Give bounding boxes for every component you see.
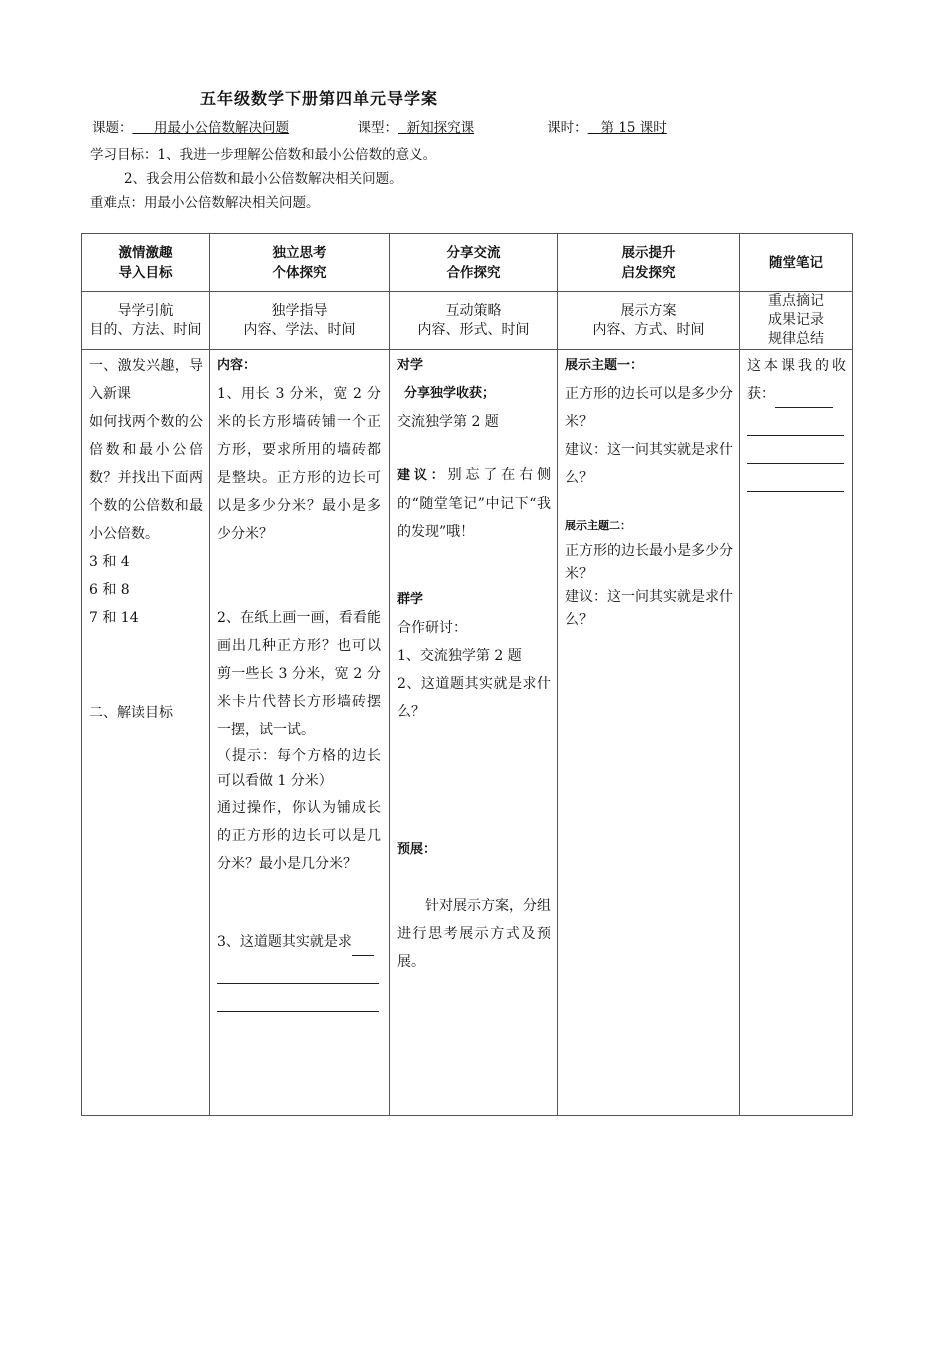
header-line: 合作探究 <box>446 264 501 281</box>
section-1-heading: 一、激发兴趣，导入新课 <box>89 358 203 402</box>
pair-study-heading: 对学 <box>397 358 424 373</box>
show-topic-2-question: 正方形的边长最小是多少分米？ <box>565 543 733 582</box>
task-2b: 通过操作，你认为铺成长的正方形的边长可以是几分米？最小是几分米？ <box>217 800 381 872</box>
spacer <box>565 492 733 512</box>
type-value-wrap <box>398 116 530 136</box>
spacer <box>217 548 381 604</box>
goal-1: 学习目标：1、我进一步理解公倍数和最小公倍数的意义。 <box>90 147 437 163</box>
header-row <box>82 234 853 292</box>
answer-blank[interactable] <box>352 937 374 956</box>
show-topic-2-heading: 展示主题二： <box>565 519 631 532</box>
subheader-line: 重点摘记 <box>768 293 824 309</box>
period-label: 课时： <box>547 120 588 136</box>
subheader-line: 内容、方式、时间 <box>592 321 705 338</box>
topic-label: 课题： <box>92 120 133 136</box>
header-line: 激情激趣 <box>118 244 173 261</box>
task-3-wrap <box>217 928 381 956</box>
header-line: 分享交流 <box>446 244 501 261</box>
subheader-line: 内容、形式、时间 <box>417 321 530 338</box>
notes-line[interactable] <box>747 408 844 436</box>
task-hint: （提示：每个方格的边长可以看做 1 分米） <box>217 748 381 789</box>
subheader-line: 互动策略 <box>445 302 502 319</box>
number-pair: 3 和 4 <box>89 554 130 570</box>
header-line: 导入目标 <box>118 264 173 281</box>
pair-study-sub: 分享独学收获； <box>404 386 496 401</box>
col-notes <box>740 350 853 1116</box>
subheader-line: 规律总结 <box>768 331 824 347</box>
topic-value-wrap <box>133 116 358 136</box>
content-row <box>82 350 853 1116</box>
spacer <box>397 436 551 461</box>
advice <box>397 461 551 546</box>
header-line: 独立思考 <box>272 244 327 261</box>
number-pair: 6 和 8 <box>89 582 130 598</box>
lesson-table <box>81 233 853 1116</box>
group-study-heading: 群学 <box>397 592 424 607</box>
show-topic-1-question: 正方形的边长可以是多少分米？ <box>565 386 733 430</box>
group-study-line: 1、交流独学第 2 题 <box>397 648 522 664</box>
task-1: 1、用长 3 分米，宽 2 分米的长方形墙砖铺一个正方形，要求所用的墙砖都是整块。正方形的边长可以是多少分米？最小是多少分米？ <box>217 386 381 542</box>
notes-content <box>740 350 852 492</box>
period-value-wrap <box>588 116 686 136</box>
col-share <box>390 350 558 1116</box>
subheader-line: 成果记录 <box>768 312 824 328</box>
answer-line[interactable] <box>217 956 379 984</box>
lesson-meta <box>92 116 686 136</box>
notes-gain-label: 这本课我的收获： <box>747 358 846 402</box>
notes-line[interactable] <box>747 436 844 464</box>
share-content <box>390 350 557 976</box>
spacer <box>89 632 203 699</box>
task-3: 3、这道题其实就是求 <box>217 934 352 950</box>
spacer <box>217 878 381 928</box>
subheader-line: 导学引航 <box>117 302 174 319</box>
header-cell <box>82 234 210 292</box>
spacer <box>397 546 551 586</box>
goal-2: 2、我会用公倍数和最小公倍数解决相关问题。 <box>124 171 403 187</box>
show-topic-1-heading: 展示主题一： <box>565 358 644 373</box>
page-title: 五年级数学下册第四单元导学案 <box>200 89 439 108</box>
subheader-cell <box>82 292 210 350</box>
task-2: 2、在纸上画一画，看看能画出几种正方形？也可以剪一些长 3 分米，宽 2 分米卡片代替长方形墙砖摆一摆，试一试。 <box>217 610 381 738</box>
self-study-content <box>210 350 389 1012</box>
type-label: 课型： <box>357 120 398 136</box>
subheader-cell <box>390 292 558 350</box>
header-cell <box>210 234 390 292</box>
period-value: 第 15 课时 <box>600 120 667 136</box>
advice-label: 建议： <box>397 468 448 483</box>
guide-content <box>82 350 209 727</box>
answer-line[interactable] <box>217 984 379 1012</box>
subheader-line: 目的、方法、时间 <box>89 321 202 338</box>
type-value: 新知探究课 <box>406 120 475 136</box>
spacer <box>397 864 551 892</box>
subheader-cell <box>558 292 740 350</box>
group-study-line: 合作研讨： <box>397 620 467 636</box>
group-study-line: 2、这道题其实就是求什么？ <box>397 676 551 720</box>
subheader-line: 内容、学法、时间 <box>243 321 356 338</box>
header-line: 随堂笔记 <box>769 254 823 271</box>
spacer <box>397 726 551 836</box>
content-label: 内容： <box>217 358 257 373</box>
key-point: 重难点：用最小公倍数解决相关问题。 <box>90 195 320 211</box>
header-line: 展示提升 <box>621 244 676 261</box>
topic-value: 用最小公倍数解决问题 <box>153 120 289 136</box>
notes-line[interactable] <box>747 464 844 492</box>
advice-text: 别忘了在右侧的“随堂笔记”中记下“我的发现”哦！ <box>397 467 551 540</box>
header-cell <box>390 234 558 292</box>
header-cell <box>558 234 740 292</box>
pair-study-task: 交流独学第 2 题 <box>397 414 499 430</box>
preview-heading: 预展： <box>397 842 437 857</box>
subheader-row <box>82 292 853 350</box>
show-topic-1-advice: 建议：这一问其实就是求什么？ <box>565 442 733 486</box>
subheader-cell <box>740 292 853 350</box>
notes-gain-wrap <box>747 352 846 408</box>
header-cell <box>740 234 853 292</box>
header-line: 启发探究 <box>621 264 676 281</box>
guide-question: 如何找两个数的公倍数和最小公倍数？并找出下面两个数的公倍数和最小公倍数。 <box>89 414 203 542</box>
col-show <box>558 350 740 1116</box>
section-2-heading: 二、解读目标 <box>89 705 173 721</box>
subheader-cell <box>210 292 390 350</box>
col-guide <box>82 350 210 1116</box>
header-line: 个体探究 <box>272 264 327 281</box>
subheader-line: 独学指导 <box>271 302 328 319</box>
notes-blank[interactable] <box>775 387 833 408</box>
subheader-line: 展示方案 <box>620 302 677 319</box>
show-topic-2-advice: 建议：这一问其实就是求什么？ <box>565 589 733 628</box>
number-pair: 7 和 14 <box>89 610 139 626</box>
show-content <box>558 350 739 632</box>
preview-text: 针对展示方案，分组进行思考展示方式及预展。 <box>397 898 551 970</box>
col-self-study <box>210 350 390 1116</box>
